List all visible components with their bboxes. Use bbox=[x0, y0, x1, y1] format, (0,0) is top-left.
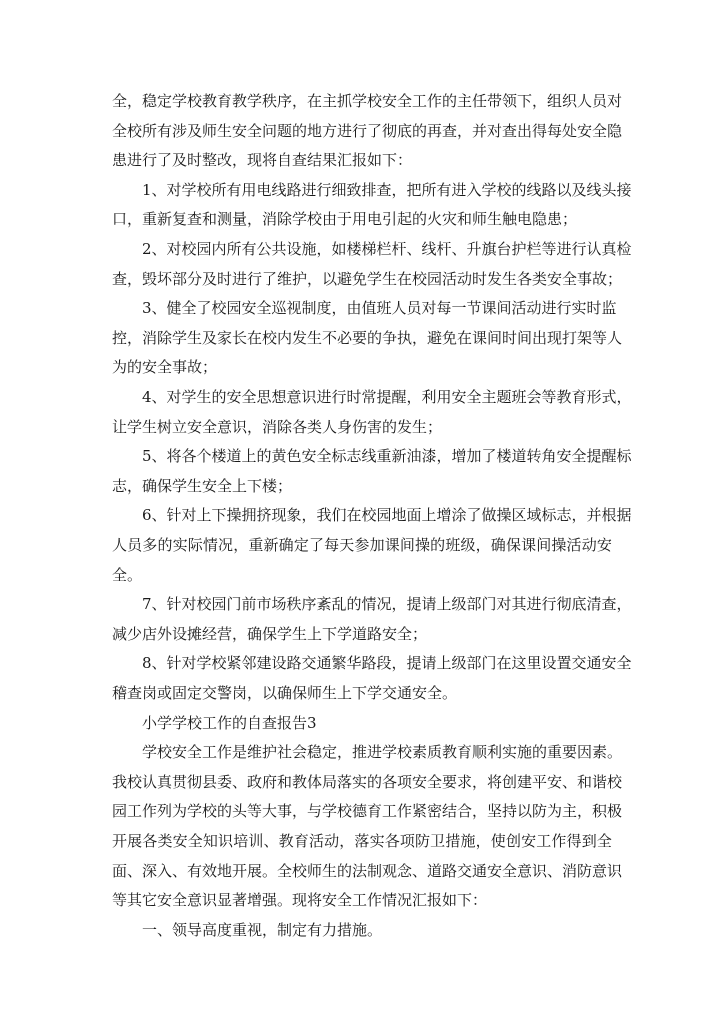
text-line: 4、对学生的安全思想意识进行时常提醒，利用安全主题班会等教育形式， bbox=[142, 388, 632, 406]
text-line: 口，重新复查和测量，消除学校由于用电引起的火灾和师生触电隐患； bbox=[112, 210, 578, 229]
text-line: 患进行了及时整改，现将自查结果汇报如下： bbox=[112, 151, 413, 170]
text-line: 为的安全事故； bbox=[112, 358, 218, 377]
text-line: 6、针对上下操拥挤现象，我们在校园地面上增涂了做操区域标志，并根据 bbox=[142, 506, 632, 525]
text-line: 全校所有涉及师生安全问题的地方进行了彻底的再查，并对查出得每处安全隐 bbox=[112, 121, 623, 140]
text-line: 面、深入、有效地开展。全校师生的法制观念、道路交通安全意识、消防意识 bbox=[112, 861, 623, 880]
text-line: 1、对学校所有用电线路进行细致排查，把所有进入学校的线路以及线头接 bbox=[142, 180, 632, 199]
text-line: 园工作列为学校的头等大事，与学校德育工作紧密结合，坚持以防为主，积极 bbox=[112, 802, 623, 821]
text-line: 稽查岗或固定交警岗，以确保师生上下学交通安全。 bbox=[112, 684, 458, 702]
text-line: 学校安全工作是维护社会稳定，推进学校素质教育顺利实施的重要因素。 bbox=[142, 743, 623, 762]
text-line: 一、领导高度重视，制定有力措施。 bbox=[142, 920, 383, 939]
text-line: 全，稳定学校教育教学秩序，在主抓学校安全工作的主任带领下，组织人员对 bbox=[112, 92, 623, 110]
text-line: 让学生树立安全意识，消除各类人身伤害的发生； bbox=[112, 417, 443, 436]
text-line: 小学学校工作的自查报告3 bbox=[142, 713, 317, 732]
text-line: 志，确保学生安全上下楼； bbox=[112, 476, 293, 495]
text-line: 5、将各个楼道上的黄色安全标志线重新油漆，增加了楼道转角安全提醒标 bbox=[142, 447, 632, 466]
text-line: 8、针对学校紧邻建设路交通繁华路段，提请上级部门在这里设置交通安全 bbox=[142, 654, 632, 673]
text-line: 控，消除学生及家长在校内发生不必要的争执，避免在课间时间出现打架等人 bbox=[112, 328, 623, 347]
text-line: 人员多的实际情况，重新确定了每天参加课间操的班级，确保课间操活动安 bbox=[112, 536, 613, 554]
text-line: 开展各类安全知识培训、教育活动，落实各项防卫措施，使创安工作得到全 bbox=[112, 832, 613, 850]
text-line: 2、对校园内所有公共设施，如楼梯栏杆、线杆、升旗台护栏等进行认真检 bbox=[142, 240, 632, 258]
text-line: 全。 bbox=[112, 565, 143, 584]
text-line: 减少店外设摊经营，确保学生上下学道路安全； bbox=[112, 624, 428, 643]
text-line: 3、健全了校园安全巡视制度，由值班人员对每一节课间活动进行实时监 bbox=[142, 299, 617, 318]
text-line: 我校认真贯彻县委、政府和教体局落实的各项安全要求，将创建平安、和谐校 bbox=[112, 772, 623, 791]
text-line: 等其它安全意识显著增强。现将安全工作情况汇报如下： bbox=[112, 891, 488, 910]
text-line: 查，毁坏部分及时进行了维护，以避免学生在校园活动时发生各类安全事故； bbox=[112, 269, 623, 288]
text-line: 7、针对校园门前市场秩序紊乱的情况，提请上级部门对其进行彻底清查， bbox=[142, 595, 632, 614]
